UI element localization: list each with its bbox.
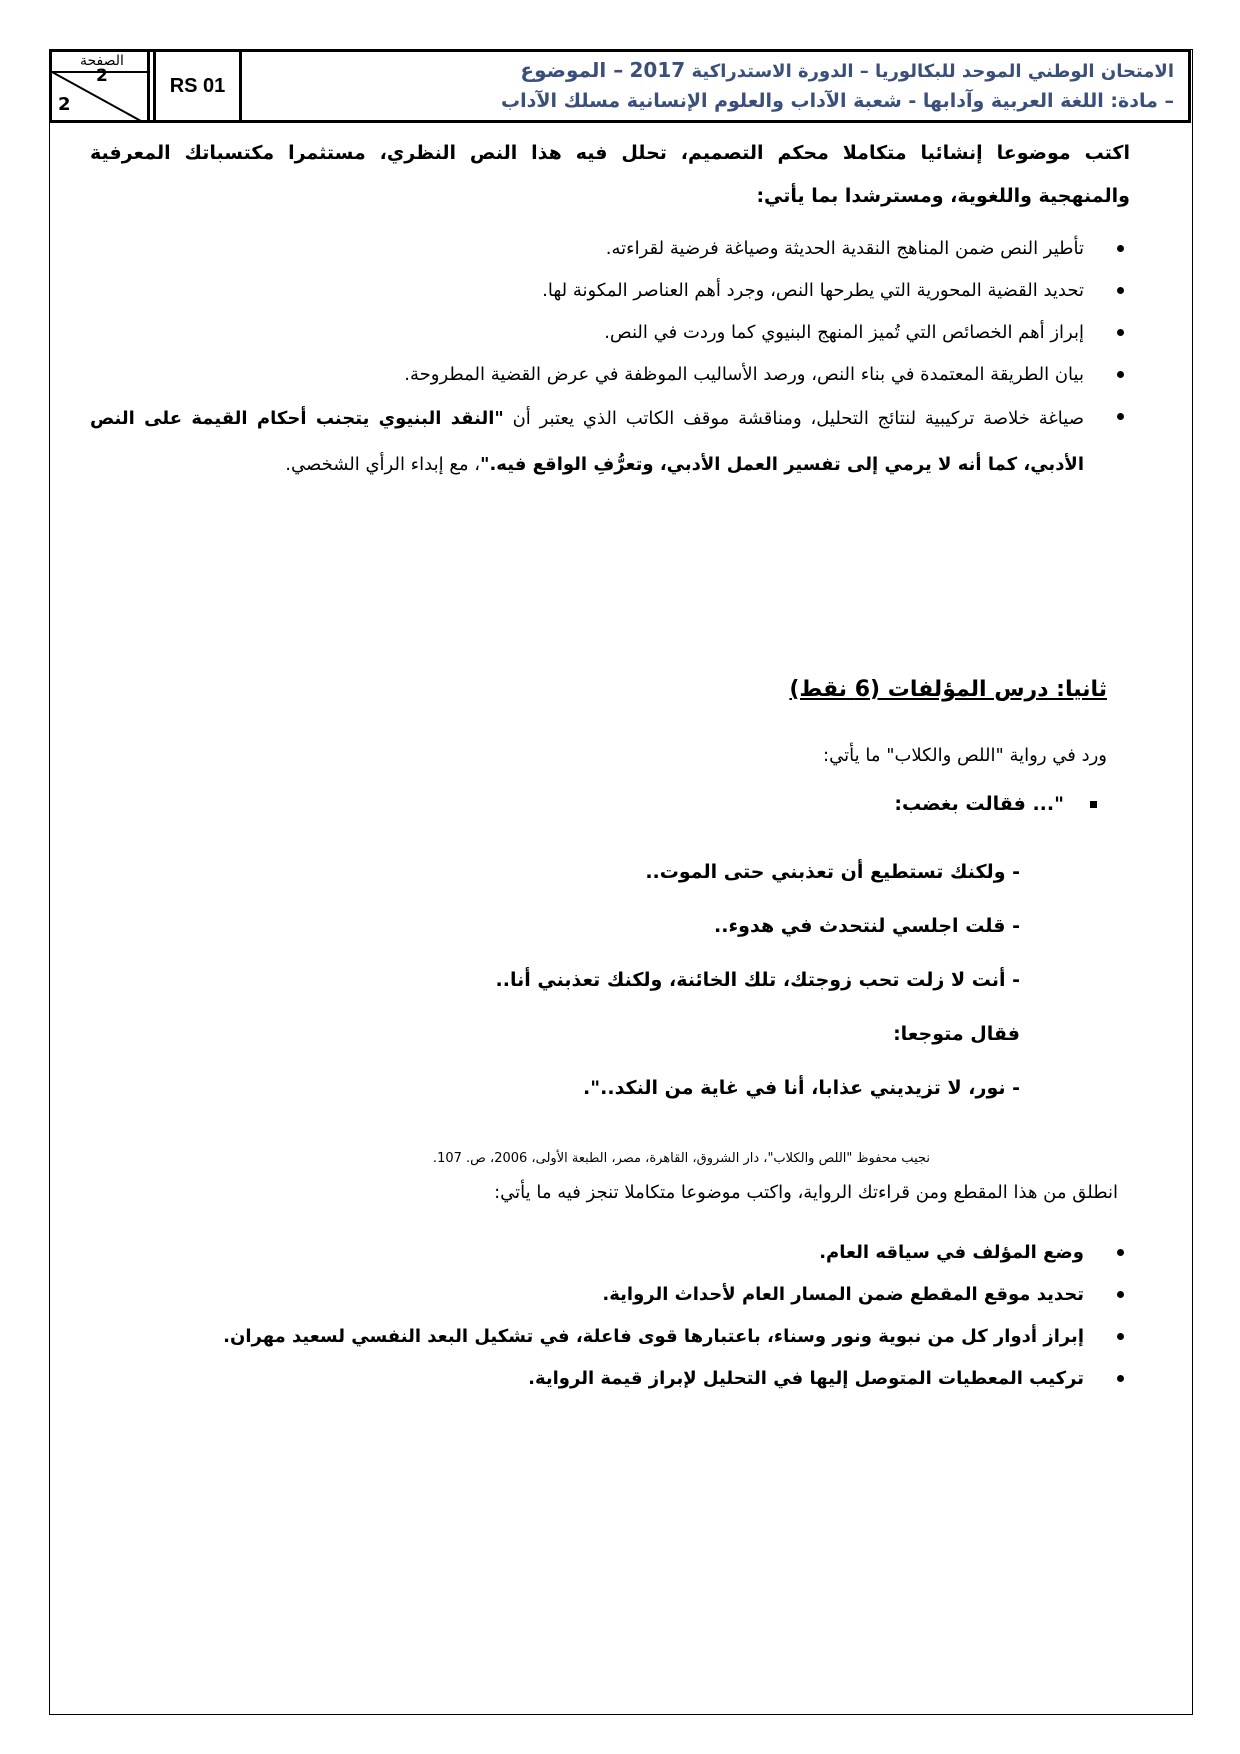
list-item: تركيب المعطيات المتوصل إليها في التحليل لإبراز قيمة الرواية. [90,1358,1130,1400]
page-total: 2 [58,94,71,115]
part2-intro: ورد في رواية "اللص والكلاب" ما يأتي: [823,745,1107,766]
page-number-box [52,52,150,120]
source-citation: نجيب محفوظ "اللص والكلاب"، دار الشروق، القاهرة، مصر، الطبعة الأولى، 2006، ص. 107. [432,1151,930,1166]
dialog-lines [496,852,1020,1122]
exam-content [90,132,1130,1389]
bullet-icon [1117,1291,1124,1298]
list-item: بيان الطريقة المعتمدة في بناء النص، ورصد الأساليب الموظفة في عرض القضية المطروحة. [90,354,1130,396]
square-bullet-icon [1090,801,1097,808]
section-title-part2: ثانيا: درس المؤلفات (6 نقط) [789,677,1107,702]
page-label: الصفحة [80,53,124,69]
exam-header [49,49,1191,123]
bullet-icon [1117,245,1124,252]
dialog-line: فقال متوجعا: [893,1023,1020,1045]
bullet-icon [1117,287,1124,294]
list-item: إبراز أدوار كل من نبوية ونور وسناء، باعتبارها قوى فاعلة، في تشكيل البعد النفسي لسعيد مهران. [90,1316,1130,1358]
exam-code: RS 01 [156,52,242,120]
task-intro: انطلق من هذا المقطع ومن قراءتك الرواية، واكتب موضوعا متكاملا تنجز فيه ما يأتي: [494,1182,1118,1203]
bullet-icon [1117,1375,1124,1382]
exam-title-line2: – مادة: اللغة العربية وآدابها - شعبة الآداب والعلوم الإنسانية مسلك الآداب [501,90,1174,112]
exam-title-line1: الامتحان الوطني الموحد للبكالوريا – الدورة الاستدراكية 2017 – الموضوع [520,58,1174,82]
part2-tasks [90,1232,1130,1400]
quoted-claim: "النقد البنيوي يتجنب أحكام القيمة على النص الأدبي، كما أنه لا يرمي إلى تفسير العمل الأدبي، وتعرُّفِ الواقع فيه." [90,408,1084,475]
page-number: 2 [96,66,108,86]
part1-instruction: اكتب موضوعا إنشائيا متكاملا محكم التصميم، تحلل فيه هذا النص النظري، مستثمرا مكتسباتك المعرفية والمنهجية واللغوية، ومسترشدا بما يأتي: [90,142,1130,207]
list-item: وضع المؤلف في سياقه العام. [90,1232,1130,1274]
dialog-line: - ولكنك تستطيع أن تعذبني حتى الموت.. [645,861,1020,883]
dialog-line: - أنت لا زلت تحب زوجتك، تلك الخائنة، ولكنك تعذبني أنا.. [495,969,1020,991]
dialog-line: - نور، لا تزيديني عذابا، أنا في غاية من النكد..". [583,1077,1020,1099]
list-item: إبراز أهم الخصائص التي تُميز المنهج البنيوي كما وردت في النص. [90,312,1130,354]
bullet-icon [1117,1249,1124,1256]
list-item: تأطير النص ضمن المناهج النقدية الحديثة وصياغة فرضية لقراءته. [90,228,1130,270]
quote-head: "... فقالت بغضب: [894,793,1097,815]
bullet-icon [1117,413,1124,420]
bullet-icon [1117,371,1124,378]
bullet-icon [1117,1333,1124,1340]
exam-year: 2017 [629,58,686,82]
list-item: تحديد القضية المحورية التي يطرحها النص، وجرد أهم العناصر المكونة لها. [90,270,1130,312]
list-item: تحديد موقع المقطع ضمن المسار العام لأحداث الرواية. [90,1274,1130,1316]
bullet-icon [1117,329,1124,336]
part1-bullets [90,228,1130,488]
exam-title [242,52,1188,120]
dialog-line: - قلت اجلسي لنتحدث في هدوء.. [714,915,1020,937]
list-item: صياغة خلاصة تركيبية لنتائج التحليل، ومناقشة موقف الكاتب الذي يعتبر أن "النقد البنيوي يتجنب أحكام القيمة على النص الأدبي، كما أنه لا يرمي إلى تفسير العمل الأدبي، وتعرُّفِ الواقع فيه."، مع إبداء الرأي الشخصي. [90,396,1130,488]
